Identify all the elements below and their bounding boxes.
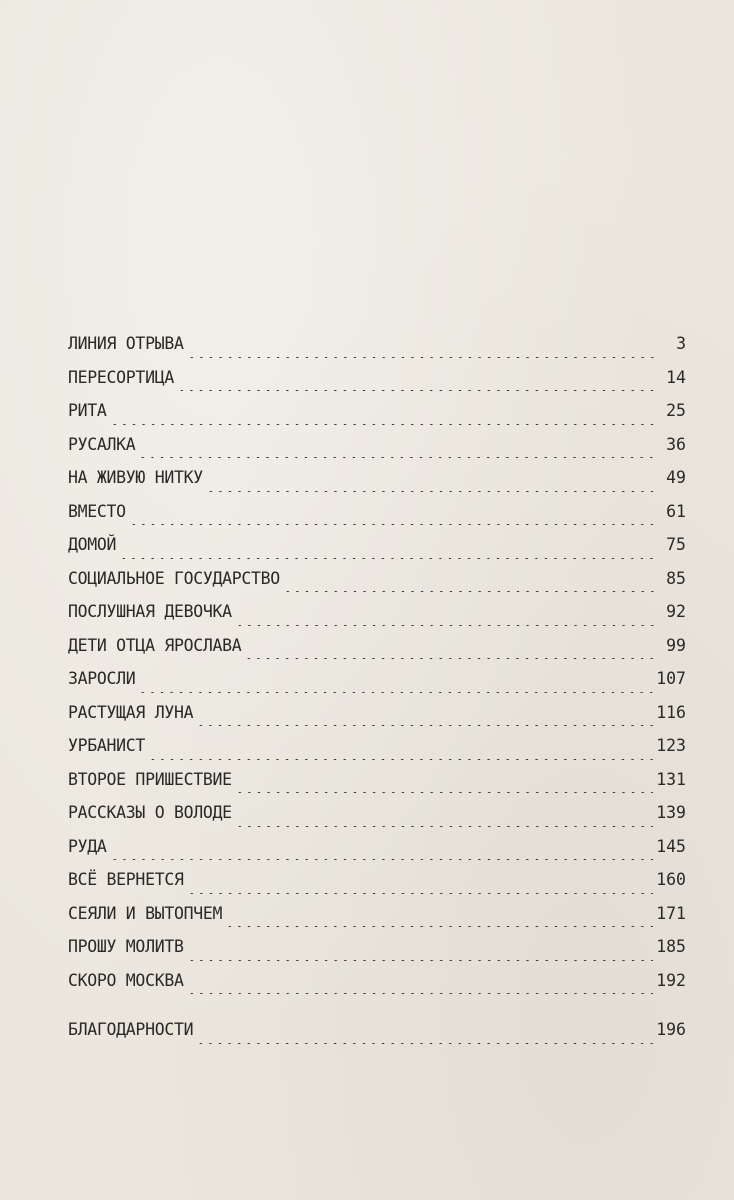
toc-entry-title: ЗАРОСЛИ bbox=[68, 669, 136, 688]
toc-entry-page: 99 bbox=[666, 635, 686, 655]
dot-leader bbox=[225, 926, 653, 927]
toc-entry-page: 160 bbox=[656, 870, 686, 889]
toc-entry bbox=[68, 334, 686, 368]
toc-entry bbox=[68, 368, 686, 402]
dot-leader bbox=[235, 792, 653, 793]
toc-entry-page: 25 bbox=[666, 401, 686, 420]
toc-entry-page: 92 bbox=[666, 602, 686, 621]
toc-entry bbox=[68, 435, 686, 469]
toc-entry-title: РУСАЛКА bbox=[68, 434, 136, 454]
toc-entry-title: РУДА bbox=[68, 836, 107, 856]
dot-leader bbox=[187, 893, 654, 894]
toc-entry bbox=[68, 468, 686, 502]
toc-entry-acknowledgements bbox=[68, 1020, 686, 1054]
dot-leader bbox=[138, 692, 653, 693]
toc-entry bbox=[68, 636, 686, 670]
toc-entry-title: НА ЖИВУЮ НИТКУ bbox=[68, 468, 203, 487]
toc-entry bbox=[68, 602, 686, 636]
dot-leader bbox=[110, 424, 659, 425]
toc-entry-title: РАСТУЩАЯ ЛУНА bbox=[68, 702, 194, 722]
toc-entry-title: БЛАГОДАРНОСТИ bbox=[68, 1020, 194, 1039]
toc-entry bbox=[68, 669, 686, 703]
dot-leader bbox=[196, 725, 653, 726]
toc-entry-page: 145 bbox=[656, 836, 686, 856]
toc-entry-page: 3 bbox=[676, 334, 686, 353]
toc-entry-title: ДОМОЙ bbox=[68, 535, 117, 554]
table-of-contents bbox=[68, 334, 686, 1054]
dot-leader bbox=[110, 859, 654, 860]
toc-entry bbox=[68, 937, 686, 971]
toc-entry-title: РИТА bbox=[68, 401, 107, 420]
toc-entry-title: ВТОРОЕ ПРИШЕСТВИЕ bbox=[68, 769, 232, 789]
toc-entry bbox=[68, 971, 686, 1005]
toc-entry-page: 36 bbox=[666, 434, 686, 454]
toc-entry bbox=[68, 703, 686, 737]
dot-leader bbox=[187, 960, 654, 961]
dot-leader bbox=[283, 591, 659, 592]
toc-entry bbox=[68, 535, 686, 569]
dot-leader bbox=[235, 826, 653, 827]
dot-leader bbox=[206, 491, 659, 492]
toc-entry-title: ПОСЛУШНАЯ ДЕВОЧКА bbox=[68, 602, 232, 621]
dot-leader bbox=[235, 625, 659, 626]
toc-entry-page: 14 bbox=[666, 367, 686, 387]
dot-leader bbox=[244, 658, 659, 659]
toc-entry-title: РАССКАЗЫ О ВОЛОДЕ bbox=[68, 803, 232, 822]
toc-entry-title: ПЕРЕСОРТИЦА bbox=[68, 367, 174, 387]
toc-entry-title: ВМЕСТО bbox=[68, 501, 126, 521]
toc-entry bbox=[68, 770, 686, 804]
toc-entry bbox=[68, 803, 686, 837]
toc-entry-page: 185 bbox=[656, 937, 686, 956]
toc-entry bbox=[68, 837, 686, 871]
toc-entry bbox=[68, 736, 686, 770]
toc-entry-page: 123 bbox=[656, 736, 686, 755]
dot-leader bbox=[196, 1043, 653, 1044]
dot-leader bbox=[187, 993, 654, 994]
toc-entry bbox=[68, 502, 686, 536]
dot-leader bbox=[177, 390, 659, 391]
toc-entry-title: СЕЯЛИ И ВЫТОПЧЕМ bbox=[68, 903, 223, 923]
dot-leader bbox=[187, 357, 659, 358]
toc-entry-page: 131 bbox=[656, 769, 686, 789]
toc-entry-page: 61 bbox=[666, 501, 686, 521]
dot-leader bbox=[148, 759, 653, 760]
toc-entry-page: 49 bbox=[666, 468, 686, 487]
toc-entry-page: 107 bbox=[656, 669, 686, 688]
dot-leader bbox=[119, 558, 659, 559]
toc-entry-title: ПРОШУ МОЛИТВ bbox=[68, 937, 184, 956]
toc-entry-page: 75 bbox=[666, 535, 686, 554]
toc-entry-title: ЛИНИЯ ОТРЫВА bbox=[68, 334, 184, 353]
toc-entry bbox=[68, 401, 686, 435]
toc-entry-title: СОЦИАЛЬНОЕ ГОСУДАРСТВО bbox=[68, 568, 280, 588]
toc-entry-page: 116 bbox=[656, 702, 686, 722]
toc-entry bbox=[68, 904, 686, 938]
toc-entry-page: 171 bbox=[656, 903, 686, 923]
toc-entry-title: СКОРО МОСКВА bbox=[68, 970, 184, 990]
toc-entry-page: 85 bbox=[666, 568, 686, 588]
dot-leader bbox=[138, 457, 659, 458]
toc-entry-title: ДЕТИ ОТЦА ЯРОСЛАВА bbox=[68, 635, 242, 655]
toc-entry-title: УРБАНИСТ bbox=[68, 736, 146, 755]
dot-leader bbox=[129, 524, 659, 525]
toc-entry bbox=[68, 569, 686, 603]
toc-entry bbox=[68, 870, 686, 904]
toc-entry-page: 196 bbox=[656, 1020, 686, 1039]
toc-entry-page: 139 bbox=[656, 803, 686, 822]
toc-entry-title: ВСЁ ВЕРНЕТСЯ bbox=[68, 870, 184, 889]
toc-entry-page: 192 bbox=[656, 970, 686, 990]
